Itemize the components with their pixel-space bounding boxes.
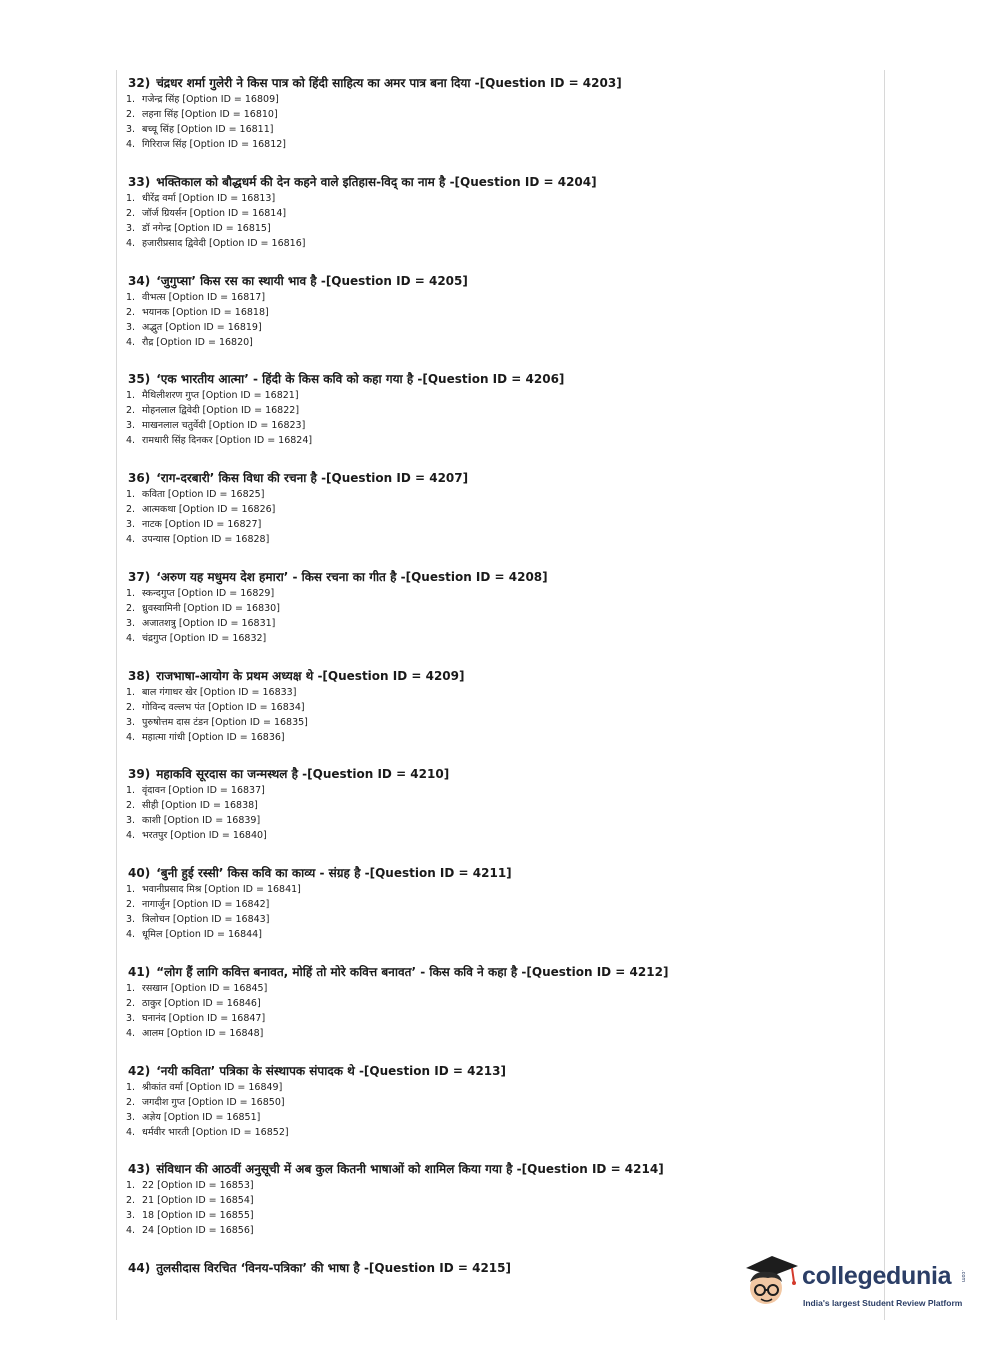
option-item — [126, 783, 881, 798]
option-text: मोहनलाल द्विवेदी [Option ID = 16822] — [142, 405, 300, 417]
option-number: 3. — [126, 815, 136, 827]
question-title — [126, 370, 881, 388]
option-list — [126, 586, 881, 646]
option-number: 4. — [126, 139, 136, 150]
option-item — [126, 388, 881, 403]
question-text: महाकवि सूरदास का जन्मस्थल है -[Question ID = 4210] — [156, 767, 450, 782]
option-text: नागार्जुन [Option ID = 16842] — [142, 899, 270, 910]
option-item — [126, 1095, 881, 1110]
option-item — [126, 487, 881, 502]
option-text: अज्ञेय [Option ID = 16851] — [142, 1111, 261, 1123]
question-title — [126, 74, 881, 92]
option-item — [126, 912, 881, 927]
question-text: “लोग हैं लागि कवित्त बनावत, मोहिं तो मोरे कवित्त बनावत’ - किस कवि ने कहा है -[Question ID = 4212] — [156, 964, 669, 979]
option-item — [126, 517, 881, 532]
option-text: भरतपुर [Option ID = 16840] — [142, 830, 267, 842]
option-text: पुरुषोत्तम दास टंडन [Option ID = 16835] — [142, 716, 308, 728]
question-number: 32) — [128, 76, 151, 90]
option-item — [126, 631, 881, 646]
option-number: 2. — [126, 800, 136, 812]
option-list — [126, 191, 881, 251]
option-item — [126, 813, 881, 828]
option-number: 4. — [126, 1225, 136, 1237]
option-number: 3. — [126, 1111, 136, 1123]
question-title — [126, 1160, 881, 1178]
option-text: आत्मकथा [Option ID = 16826] — [142, 504, 276, 515]
option-item — [126, 730, 881, 745]
option-item — [126, 616, 881, 631]
question-number: 35) — [128, 372, 151, 387]
option-text: डॉ नगेन्द्र [Option ID = 16815] — [142, 222, 271, 234]
logo-name: collegedunia — [802, 1262, 952, 1290]
option-item — [126, 236, 881, 251]
option-item — [126, 1223, 881, 1238]
question-title — [126, 469, 881, 487]
question-title — [126, 1062, 881, 1080]
option-item — [126, 685, 881, 700]
option-item — [126, 1125, 881, 1140]
option-text: माखनलाल चतुर्वेदी [Option ID = 16823] — [142, 420, 306, 432]
question-block — [126, 272, 881, 371]
question-text: ‘बुनी हुई रस्सी’ किस कवि का काव्य - संग्रह है -[Question ID = 4211] — [156, 866, 512, 880]
option-number: 1. — [126, 94, 136, 105]
option-text: ध्रुवस्वामिनी [Option ID = 16830] — [142, 602, 280, 614]
question-number: 39) — [128, 767, 151, 782]
option-number: 1. — [126, 192, 136, 204]
option-list — [126, 685, 881, 745]
question-number: 43) — [128, 1162, 151, 1177]
option-number: 4. — [126, 534, 136, 545]
question-number: 42) — [128, 1063, 151, 1078]
option-number: 1. — [126, 884, 136, 895]
option-item — [126, 1011, 881, 1026]
option-text: श्रीकांत वर्मा [Option ID = 16849] — [142, 1081, 283, 1093]
option-number: 2. — [126, 1195, 136, 1207]
option-text: आलम [Option ID = 16848] — [142, 1027, 264, 1039]
option-item — [126, 206, 881, 221]
option-number: 1. — [126, 1180, 136, 1192]
option-number: 3. — [126, 716, 136, 728]
option-number: 1. — [126, 785, 136, 797]
option-item — [126, 715, 881, 730]
option-list — [126, 981, 881, 1041]
question-block — [126, 864, 881, 963]
question-text: संविधान की आठवीं अनुसूची में अब कुल कितनी भाषाओं को शामिल किया गया है -[Question ID = 4214] — [156, 1162, 664, 1177]
option-item — [126, 1178, 881, 1193]
question-list — [126, 74, 881, 1358]
option-item — [126, 981, 881, 996]
option-item — [126, 122, 881, 137]
question-title — [126, 568, 881, 586]
option-item — [126, 532, 881, 547]
option-item — [126, 221, 881, 236]
option-number: 2. — [126, 207, 136, 219]
question-number: 34) — [128, 273, 151, 288]
question-text: ‘जुगुप्सा’ किस रस का स्थायी भाव है -[Question ID = 4205] — [156, 273, 468, 288]
option-text: अद्भुत [Option ID = 16819] — [142, 321, 262, 333]
option-number: 1. — [126, 291, 136, 303]
question-block — [126, 1062, 881, 1161]
option-text: कविता [Option ID = 16825] — [142, 489, 265, 500]
option-text: हजारीप्रसाद द्विवेदी [Option ID = 16816] — [142, 237, 306, 249]
option-text: धीरेंद्र वर्मा [Option ID = 16813] — [142, 192, 276, 204]
question-number: 36) — [128, 471, 151, 485]
logo-domain: .com — [960, 1270, 966, 1283]
question-block — [126, 370, 881, 469]
option-number: 3. — [126, 1012, 136, 1024]
option-text: उपन्यास [Option ID = 16828] — [142, 534, 270, 545]
question-title — [126, 173, 881, 191]
option-text: ठाकुर [Option ID = 16846] — [142, 997, 261, 1009]
option-number: 1. — [126, 489, 136, 500]
option-text: गजेन्द्र सिंह [Option ID = 16809] — [142, 94, 279, 105]
option-text: रामधारी सिंह दिनकर [Option ID = 16824] — [142, 435, 313, 447]
option-list — [126, 487, 881, 547]
option-item — [126, 601, 881, 616]
collegedunia-logo — [740, 1248, 970, 1316]
option-item — [126, 502, 881, 517]
option-item — [126, 927, 881, 942]
option-number: 1. — [126, 1081, 136, 1093]
option-number: 2. — [126, 701, 136, 713]
question-text: ‘एक भारतीय आत्मा’ - हिंदी के किस कवि को कहा गया है -[Question ID = 4206] — [156, 372, 565, 387]
option-item — [126, 1193, 881, 1208]
option-text: अजातशत्रु [Option ID = 16831] — [142, 617, 276, 629]
question-number: 33) — [128, 174, 151, 189]
option-number: 2. — [126, 504, 136, 515]
option-number: 4. — [126, 632, 136, 644]
option-list — [126, 290, 881, 350]
option-text: महात्मा गांधी [Option ID = 16836] — [142, 731, 285, 743]
option-text: वृंदावन [Option ID = 16837] — [142, 785, 265, 797]
question-text: भक्तिकाल को बौद्धधर्म की देन कहने वाले इतिहास-विद् का नाम है -[Question ID = 4204] — [156, 174, 597, 189]
question-block — [126, 963, 881, 1062]
option-number: 3. — [126, 617, 136, 629]
option-item — [126, 586, 881, 601]
question-block — [126, 173, 881, 272]
question-title — [126, 765, 881, 783]
option-list — [126, 1080, 881, 1140]
option-text: घनानंद [Option ID = 16847] — [142, 1012, 266, 1024]
option-number: 4. — [126, 336, 136, 348]
option-item — [126, 828, 881, 843]
option-number: 2. — [126, 1096, 136, 1108]
option-number: 4. — [126, 435, 136, 447]
option-text: त्रिलोचन [Option ID = 16843] — [142, 914, 270, 925]
question-block — [126, 765, 881, 864]
option-number: 4. — [126, 237, 136, 249]
option-item — [126, 798, 881, 813]
option-text: चंद्रगुप्त [Option ID = 16832] — [142, 632, 267, 644]
option-number: 1. — [126, 390, 136, 402]
option-item — [126, 137, 881, 152]
option-number: 2. — [126, 109, 136, 120]
option-list — [126, 783, 881, 843]
question-number: 37) — [128, 569, 151, 584]
option-item — [126, 290, 881, 305]
option-item — [126, 1110, 881, 1125]
question-number: 41) — [128, 964, 151, 979]
question-block — [126, 74, 881, 173]
option-text: 18 [Option ID = 16855] — [142, 1210, 254, 1222]
option-item — [126, 191, 881, 206]
option-number: 3. — [126, 222, 136, 234]
option-item — [126, 92, 881, 107]
question-text: तुलसीदास विरचित ‘विनय-पत्रिका’ की भाषा है -[Question ID = 4215] — [156, 1261, 511, 1275]
option-item — [126, 996, 881, 1011]
option-text: काशी [Option ID = 16839] — [142, 815, 261, 827]
option-text: नाटक [Option ID = 16827] — [142, 519, 262, 530]
option-text: वीभत्स [Option ID = 16817] — [142, 291, 266, 303]
option-number: 1. — [126, 686, 136, 698]
option-number: 3. — [126, 420, 136, 432]
option-item — [126, 107, 881, 122]
option-text: स्कन्दगुप्त [Option ID = 16829] — [142, 587, 275, 599]
option-number: 2. — [126, 899, 136, 910]
question-title — [126, 667, 881, 685]
option-number: 2. — [126, 602, 136, 614]
question-text: ‘अरुण यह मधुमय देश हमारा’ - किस रचना का गीत है -[Question ID = 4208] — [156, 569, 548, 584]
option-number: 1. — [126, 587, 136, 599]
option-number: 3. — [126, 321, 136, 333]
question-block — [126, 469, 881, 568]
option-text: 22 [Option ID = 16853] — [142, 1180, 254, 1192]
option-number: 1. — [126, 982, 136, 994]
question-title — [126, 272, 881, 290]
option-text: भवानीप्रसाद मिश्र [Option ID = 16841] — [142, 884, 301, 895]
option-item — [126, 1026, 881, 1041]
option-number: 2. — [126, 306, 136, 318]
option-text: 24 [Option ID = 16856] — [142, 1225, 254, 1237]
question-text: चंद्रधर शर्मा गुलेरी ने किस पात्र को हिंदी साहित्य का अमर पात्र बना दिया -[Question ID = 4203] — [156, 76, 622, 90]
question-title — [126, 864, 881, 882]
option-text: धर्मवीर भारती [Option ID = 16852] — [142, 1126, 289, 1138]
option-text: सीही [Option ID = 16838] — [142, 800, 258, 812]
option-item — [126, 700, 881, 715]
question-title — [126, 963, 881, 981]
mascot-icon — [740, 1248, 800, 1308]
option-list — [126, 388, 881, 448]
option-number: 3. — [126, 1210, 136, 1222]
option-text: गोविन्द वल्लभ पंत [Option ID = 16834] — [142, 701, 305, 713]
option-item — [126, 335, 881, 350]
option-text: बाल गंगाधर खेर [Option ID = 16833] — [142, 686, 297, 698]
option-number: 4. — [126, 1027, 136, 1039]
option-number: 4. — [126, 929, 136, 940]
option-text: गिरिराज सिंह [Option ID = 16812] — [142, 139, 286, 150]
option-text: रसखान [Option ID = 16845] — [142, 982, 268, 994]
option-number: 2. — [126, 997, 136, 1009]
option-item — [126, 433, 881, 448]
option-number: 3. — [126, 914, 136, 925]
logo-tagline: India's largest Student Review Platform — [803, 1298, 963, 1308]
option-text: रौद्र [Option ID = 16820] — [142, 336, 253, 348]
option-text: बच्चू सिंह [Option ID = 16811] — [142, 124, 274, 135]
question-text: ‘नयी कविता’ पत्रिका के संस्थापक संपादक थे -[Question ID = 4213] — [156, 1063, 506, 1078]
option-item — [126, 897, 881, 912]
option-number: 4. — [126, 731, 136, 743]
question-number: 38) — [128, 668, 151, 683]
option-item — [126, 1208, 881, 1223]
option-number: 3. — [126, 124, 136, 135]
option-list — [126, 882, 881, 942]
question-block — [126, 568, 881, 667]
question-number: 40) — [128, 866, 151, 880]
option-text: जॉर्ज ग्रियर्सन [Option ID = 16814] — [142, 207, 287, 219]
option-list — [126, 1178, 881, 1238]
question-block — [126, 667, 881, 766]
question-block — [126, 1160, 881, 1259]
option-item — [126, 1080, 881, 1095]
question-text: राजभाषा-आयोग के प्रथम अध्यक्ष थे -[Question ID = 4209] — [156, 668, 465, 683]
option-item — [126, 882, 881, 897]
option-text: 21 [Option ID = 16854] — [142, 1195, 254, 1207]
option-number: 4. — [126, 830, 136, 842]
option-item — [126, 320, 881, 335]
option-number: 2. — [126, 405, 136, 417]
option-item — [126, 418, 881, 433]
option-number: 3. — [126, 519, 136, 530]
option-text: जगदीश गुप्त [Option ID = 16850] — [142, 1096, 285, 1108]
question-text: ‘राग-दरबारी’ किस विधा की रचना है -[Question ID = 4207] — [156, 471, 469, 485]
option-text: मैथिलीशरण गुप्त [Option ID = 16821] — [142, 390, 299, 402]
question-number: 44) — [128, 1261, 151, 1275]
option-item — [126, 403, 881, 418]
option-item — [126, 305, 881, 320]
option-text: लहना सिंह [Option ID = 16810] — [142, 109, 278, 120]
option-text: धूमिल [Option ID = 16844] — [142, 929, 262, 940]
option-list — [126, 92, 881, 152]
option-text: भयानक [Option ID = 16818] — [142, 306, 269, 318]
option-number: 4. — [126, 1126, 136, 1138]
